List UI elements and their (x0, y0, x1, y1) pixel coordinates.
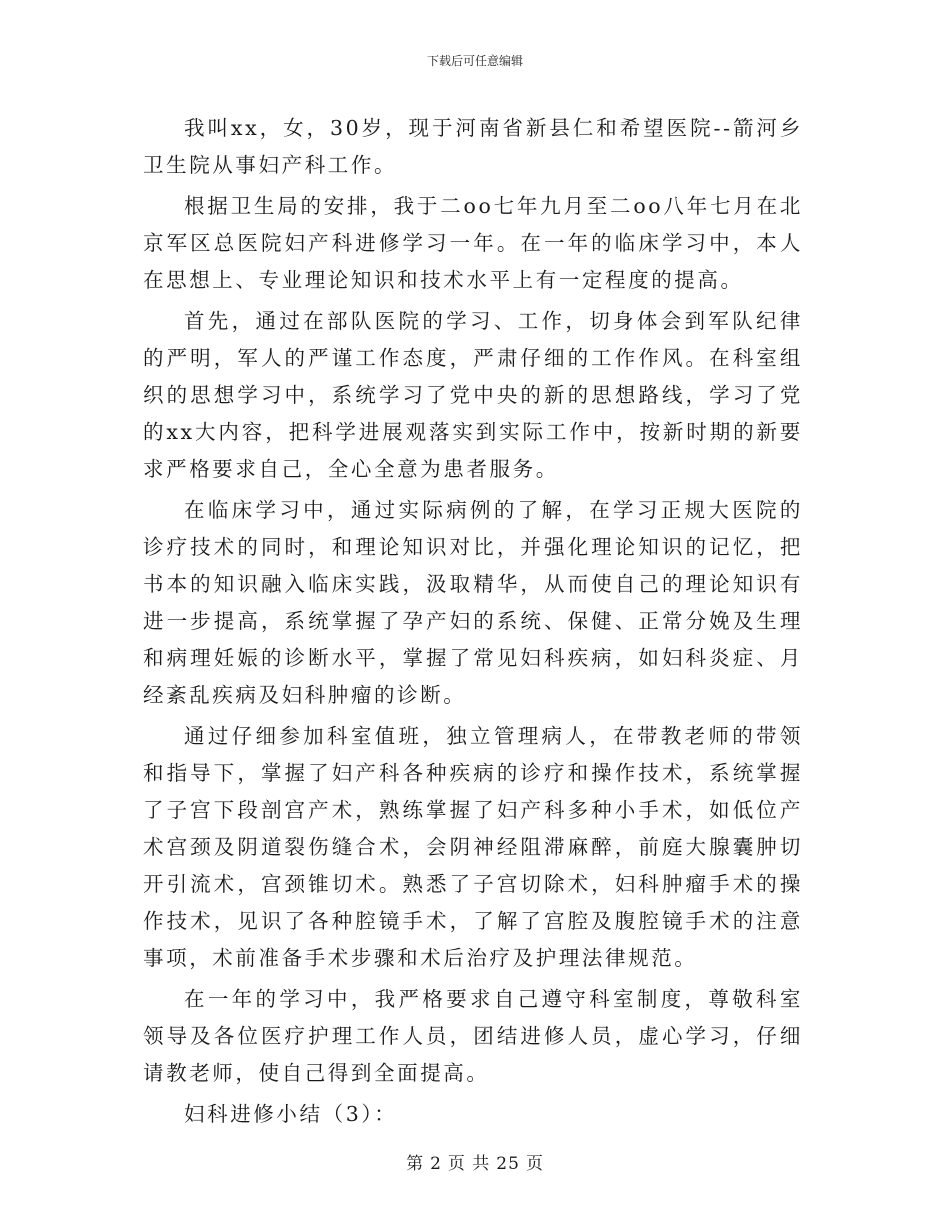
page-suffix: 页 (525, 1154, 544, 1174)
page-header: 下载后可任意编辑 (426, 54, 523, 68)
page-footer (0, 1153, 950, 1175)
paragraph-military-study: 首先，通过在部队医院的学习、工作，切身体会到军队纪律的严明，军人的严谨工作态度，严肃仔细的工作作风。在科室组织的思想学习中，系统学习了党中央的新的思想路线，学习了党的xx大内容，把科学进展观落实到实际工作中，按新时期的新要求严格要求自己，全心全意为患者服务。 (143, 309, 803, 481)
page-mid: 页 共 (447, 1154, 491, 1174)
paragraph-surgical-skills: 通过仔细参加科室值班，独立管理病人，在带教老师的带领和指导下，掌握了妇产科各种疾病的诊疗和操作技术，系统掌握了子宫下段剖宫产术，熟练掌握了妇产科多种小手术，如低位产术宫颈及阴道裂伤缝合术，会阴神经阻滞麻醉，前庭大腺囊肿切开引流术，宫颈锥切术。熟悉了子宫切除术，妇科肿瘤手术的操作技术，见识了各种腔镜手术，了解了宫腔及腹腔镜手术的注意事项，术前准备手术步骤和术后治疗及护理法律规范。 (143, 724, 803, 970)
page-prefix: 第 (406, 1154, 425, 1174)
paragraph-intro: 我叫xx，女，30岁，现于河南省新县仁和希望医院--箭河乡卫生院从事妇产科工作。 (143, 116, 803, 177)
paragraph-clinical-study: 在临床学习中，通过实际病例的了解，在学习正规大医院的诊疗技术的同时，和理论知识对比，并强化理论知识的记忆，把书本的知识融入临床实践，汲取精华，从而使自己的理论知识有进一步提高，系统掌握了孕产妇的系统、保健、正常分娩及生理和病理妊娠的诊断水平，掌握了常见妇科疾病，如妇科炎症、月经紊乱疾病及妇科肿瘤的诊断。 (143, 498, 803, 707)
document-body (143, 110, 803, 1133)
page-total: 25 (496, 1154, 520, 1174)
section-heading: 妇科进修小结（3）： (184, 1102, 398, 1126)
paragraph-conduct: 在一年的学习中，我严格要求自己遵守科室制度，尊敬科室领导及各位医疗护理工作人员，团结进修人员，虚心学习，仔细请教老师，使自己得到全面提高。 (143, 987, 803, 1085)
page-number: 2 (430, 1154, 442, 1174)
paragraph-arrangement: 根据卫生局的安排，我于二oo七年九月至二oo八年七月在北京军区总医院妇产科进修学习一年。在一年的临床学习中，本人在思想上、专业理论知识和技术水平上有一定程度的提高。 (143, 194, 803, 292)
